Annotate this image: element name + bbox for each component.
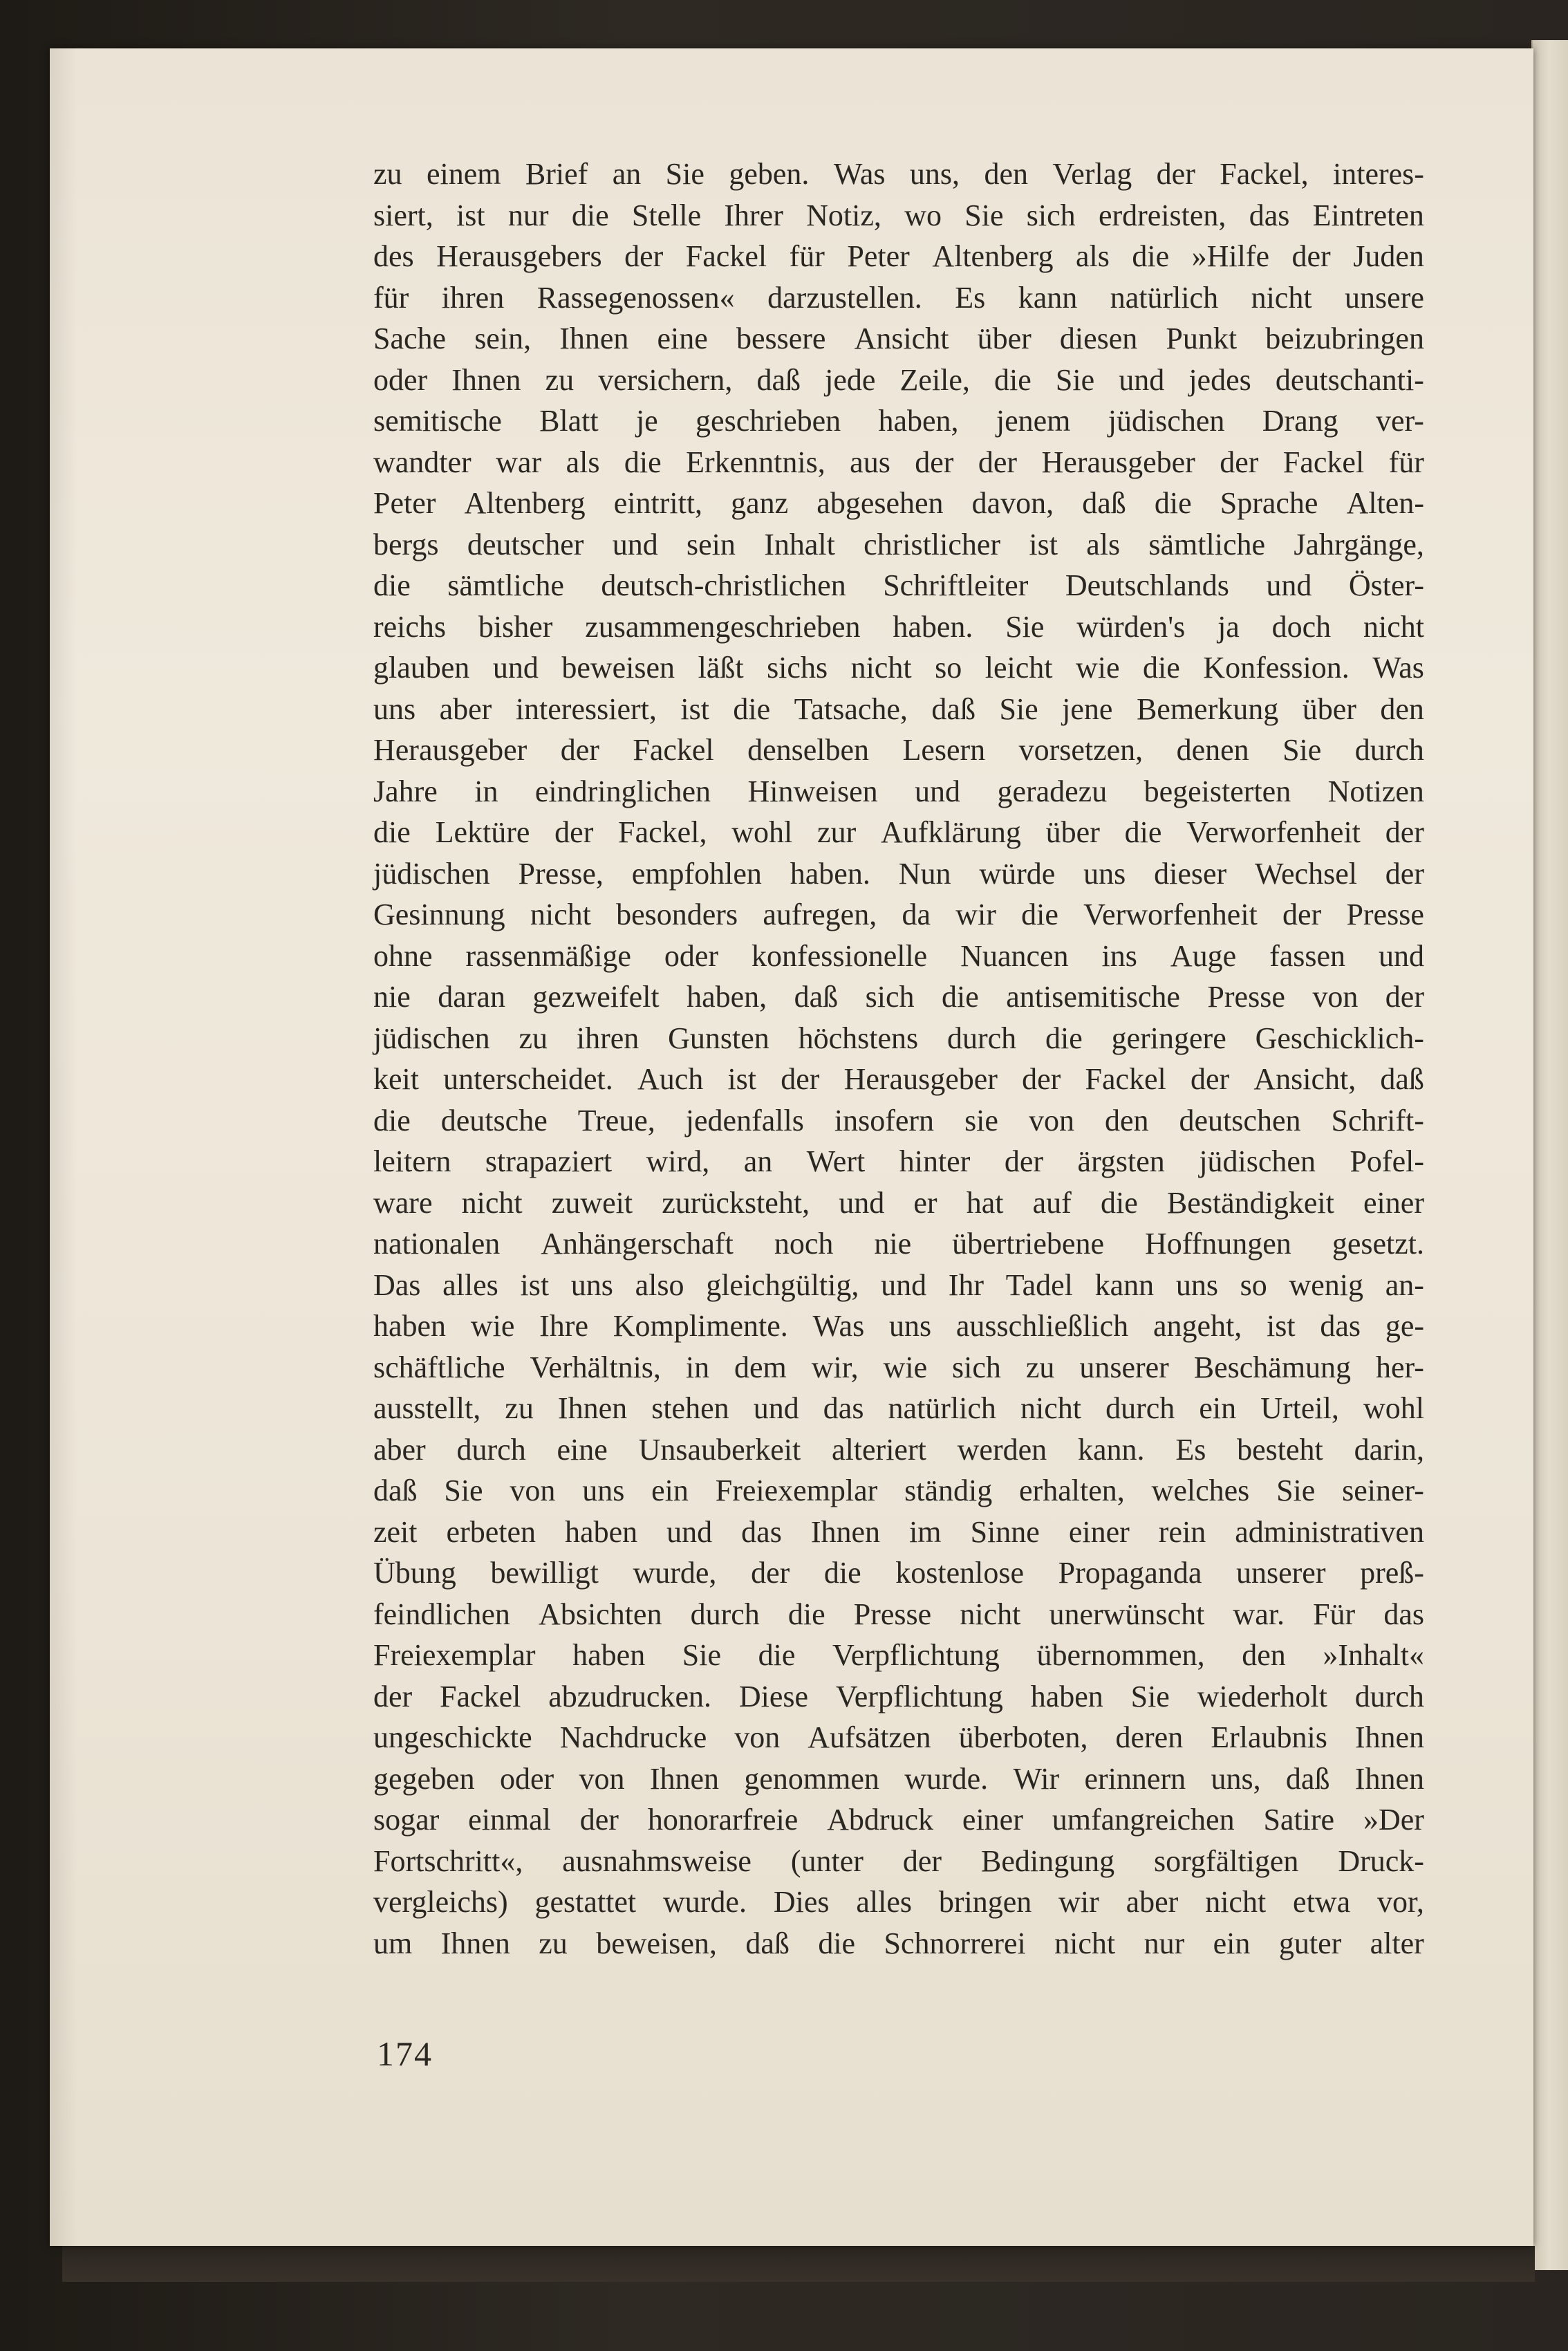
text-line: Freiexemplar haben Sie die Verpflichtung übernommen, den »Inhalt« [373, 1638, 1424, 1672]
text-line: oder Ihnen zu versichern, daß jede Zeile, die Sie und jedes deutschanti- [373, 362, 1424, 397]
text-line: ungeschickte Nachdrucke von Aufsätzen überboten, deren Erlaubnis Ihnen [373, 1720, 1424, 1754]
text-line: die Lektüre der Fackel, wohl zur Aufklärung über die Verworfenheit der [373, 815, 1424, 849]
text-line: haben wie Ihre Komplimente. Was uns ausschließlich angeht, ist das ge- [373, 1309, 1424, 1343]
text-line: leitern strapaziert wird, an Wert hinter der ärgsten jüdischen Pofel- [373, 1144, 1424, 1178]
text-line: wandter war als die Erkenntnis, aus der der Herausgeber der Fackel für [373, 445, 1424, 479]
text-line: Das alles ist uns also gleichgültig, und Ihr Tadel kann uns so wenig an- [373, 1267, 1424, 1302]
text-line: für ihren Rassegenossen« darzustellen. Es kann natürlich nicht unsere [373, 280, 1424, 315]
text-line: glauben und beweisen läßt sichs nicht so leicht wie die Konfession. Was [373, 651, 1424, 685]
text-line: reichs bisher zusammengeschrieben haben. Sie würden's ja doch nicht [373, 609, 1424, 644]
text-line: um Ihnen zu beweisen, daß die Schnorrerei nicht nur ein guter alter [373, 1926, 1424, 1960]
text-line: vergleichs) gestattet wurde. Dies alles bringen wir aber nicht etwa vor, [373, 1885, 1424, 1919]
text-line: ohne rassenmäßige oder konfessionelle Nuancen ins Auge fassen und [373, 938, 1424, 973]
text-line: Sache sein, Ihnen eine bessere Ansicht über diesen Punkt beizubringen [373, 322, 1424, 355]
text-line: aber durch eine Unsauberkeit alteriert werden kann. Es besteht darin, [373, 1432, 1424, 1467]
text-line: Übung bewilligt wurde, der die kostenlose Propaganda unserer preß- [373, 1556, 1424, 1590]
text-line: feindlichen Absichten durch die Presse nicht unerwünscht war. Für das [373, 1597, 1424, 1631]
text-line: nie daran gezweifelt haben, daß sich die antisemitische Presse von der [373, 980, 1424, 1014]
binding-shadow [50, 48, 77, 2246]
text-line: sogar einmal der honorarfreie Abdruck einer umfangreichen Satire »Der [373, 1803, 1424, 1837]
text-line: jüdischen zu ihren Gunsten höchstens durch die geringere Geschicklich- [373, 1021, 1424, 1055]
text-line: keit unterscheidet. Auch ist der Herausgeber der Fackel der Ansicht, daß [373, 1062, 1424, 1096]
text-line: Jahre in eindringlichen Hinweisen und geradezu begeisterten Notizen [373, 774, 1424, 808]
text-line: die sämtliche deutsch-christlichen Schriftleiter Deutschlands und Öster- [373, 568, 1424, 602]
text-line: Herausgeber der Fackel denselben Lesern vorsetzen, denen Sie durch [373, 733, 1424, 767]
text-line: schäftliche Verhältnis, in dem wir, wie sich zu unserer Beschämung her- [373, 1350, 1424, 1384]
next-page-edge [1531, 40, 1568, 2270]
text-line: daß Sie von uns ein Freiexemplar ständig erhalten, welches Sie seiner- [373, 1474, 1424, 1507]
text-line: zu einem Brief an Sie geben. Was uns, den Verlag der Fackel, interes- [373, 157, 1424, 191]
page-number: 174 [377, 2034, 433, 2073]
text-line: nationalen Anhängerschaft noch nie übertriebene Hoffnungen gesetzt. [373, 1227, 1424, 1261]
text-line: Fortschritt«, ausnahmsweise (unter der Bedingung sorgfältigen Druck- [373, 1843, 1424, 1878]
body-text [373, 154, 1424, 1964]
text-line: der Fackel abzudrucken. Diese Verpflichtung haben Sie wiederholt durch [373, 1679, 1424, 1713]
text-line: des Herausgebers der Fackel für Peter Altenberg als die »Hilfe der Juden [373, 239, 1424, 273]
text-line: uns aber interessiert, ist die Tatsache, daß Sie jene Bemerkung über den [373, 691, 1424, 726]
text-line: zeit erbeten haben und das Ihnen im Sinne einer rein administrativen [373, 1514, 1424, 1549]
text-line: siert, ist nur die Stelle Ihrer Notiz, wo Sie sich erdreisten, das Eintreten [373, 198, 1424, 232]
text-line: Peter Altenberg eintritt, ganz abgesehen davon, daß die Sprache Alten- [373, 486, 1424, 520]
text-line: Gesinnung nicht besonders aufregen, da wir die Verworfenheit der Presse [373, 898, 1424, 931]
text-line: die deutsche Treue, jedenfalls insofern sie von den deutschen Schrift- [373, 1103, 1424, 1137]
text-line: gegeben oder von Ihnen genommen wurde. Wir erinnern uns, daß Ihnen [373, 1761, 1424, 1796]
page-bottom-edge [62, 2246, 1535, 2282]
text-line: bergs deutscher und sein Inhalt christlicher ist als sämtliche Jahrgänge, [373, 527, 1424, 561]
text-line: ware nicht zuweit zurücksteht, und er hat auf die Beständigkeit einer [373, 1185, 1424, 1220]
text-line: jüdischen Presse, empfohlen haben. Nun würde uns dieser Wechsel der [373, 856, 1424, 891]
text-line: ausstellt, zu Ihnen stehen und das natürlich nicht durch ein Urteil, wohl [373, 1391, 1424, 1425]
text-line: semitische Blatt je geschrieben haben, jenem jüdischen Drang ver- [373, 404, 1424, 438]
